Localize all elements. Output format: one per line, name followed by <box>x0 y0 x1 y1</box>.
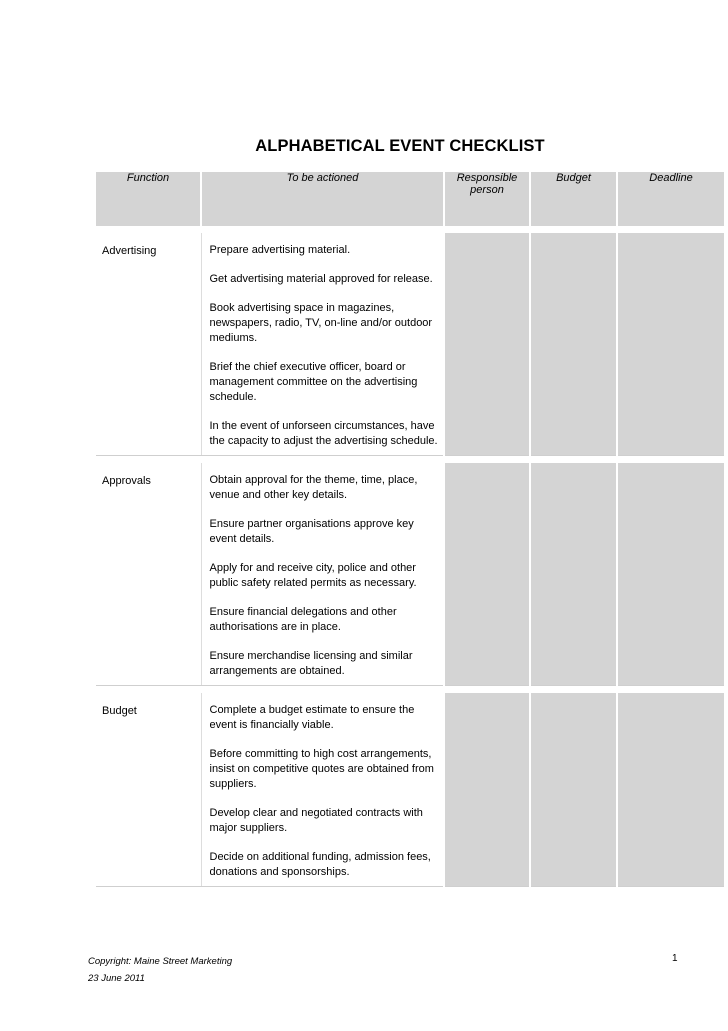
action-item: Obtain approval for the theme, time, place, venue and other key details. <box>209 474 418 501</box>
action-item: Apply for and receive city, police and other public safety related permits as necessary. <box>209 562 417 589</box>
checklist-table <box>96 172 724 887</box>
action-item: Decide on additional funding, admission fees, donations and sponsorships. <box>209 851 431 878</box>
action-item: Before committing to high cost arrangements, insist on competitive quotes are obtained from suppliers. <box>209 748 434 790</box>
page-number: 1 <box>672 953 678 964</box>
header-responsible-line2: person <box>470 184 504 196</box>
action-item: Develop clear and negotiated contracts with major suppliers. <box>209 807 423 834</box>
actions-cell <box>201 693 444 887</box>
table-row <box>96 233 724 456</box>
table-header-row <box>96 172 724 226</box>
action-item: Ensure merchandise licensing and similar arrangements are obtained. <box>209 650 413 677</box>
action-item: Complete a budget estimate to ensure the event is financially viable. <box>209 704 415 731</box>
deadline-cell[interactable] <box>617 233 724 456</box>
responsible-person-cell[interactable] <box>444 233 530 456</box>
header-deadline: Deadline <box>617 172 724 226</box>
deadline-cell[interactable] <box>617 693 724 887</box>
header-to-be-actioned: To be actioned <box>201 172 444 226</box>
budget-cell[interactable] <box>530 693 617 887</box>
header-responsible-line1: Responsible <box>456 172 518 184</box>
deadline-cell[interactable] <box>617 463 724 686</box>
action-item: Get advertising material approved for release. <box>209 273 433 285</box>
footer-date: 23 June 2011 <box>88 973 145 984</box>
header-responsible-person <box>444 172 530 226</box>
action-item: In the event of unforseen circumstances, have the capacity to adjust the advertising schedule. <box>209 420 438 447</box>
action-item: Brief the chief executive officer, board or management committee on the advertising schedule. <box>209 361 418 403</box>
action-item: Ensure partner organisations approve key event details. <box>209 518 414 545</box>
action-item: Book advertising space in magazines, newspapers, radio, TV, on-line and/or outdoor mediums. <box>209 302 433 344</box>
footer <box>88 953 232 987</box>
function-cell: Advertising <box>96 233 201 456</box>
footer-copyright: Copyright: Maine Street Marketing <box>88 956 233 967</box>
responsible-person-cell[interactable] <box>444 463 530 686</box>
responsible-person-cell[interactable] <box>444 693 530 887</box>
header-budget: Budget <box>530 172 617 226</box>
budget-cell[interactable] <box>530 463 617 686</box>
table-row <box>96 463 724 686</box>
budget-cell[interactable] <box>530 233 617 456</box>
function-cell: Approvals <box>96 463 201 686</box>
action-item: Prepare advertising material. <box>209 244 351 256</box>
function-cell: Budget <box>96 693 201 887</box>
action-item: Ensure financial delegations and other authorisations are in place. <box>209 606 397 633</box>
document-title: ALPHABETICAL EVENT CHECKLIST <box>255 137 545 155</box>
actions-cell <box>201 233 444 456</box>
table-row <box>96 693 724 887</box>
actions-cell <box>201 463 444 686</box>
header-function: Function <box>96 172 201 226</box>
